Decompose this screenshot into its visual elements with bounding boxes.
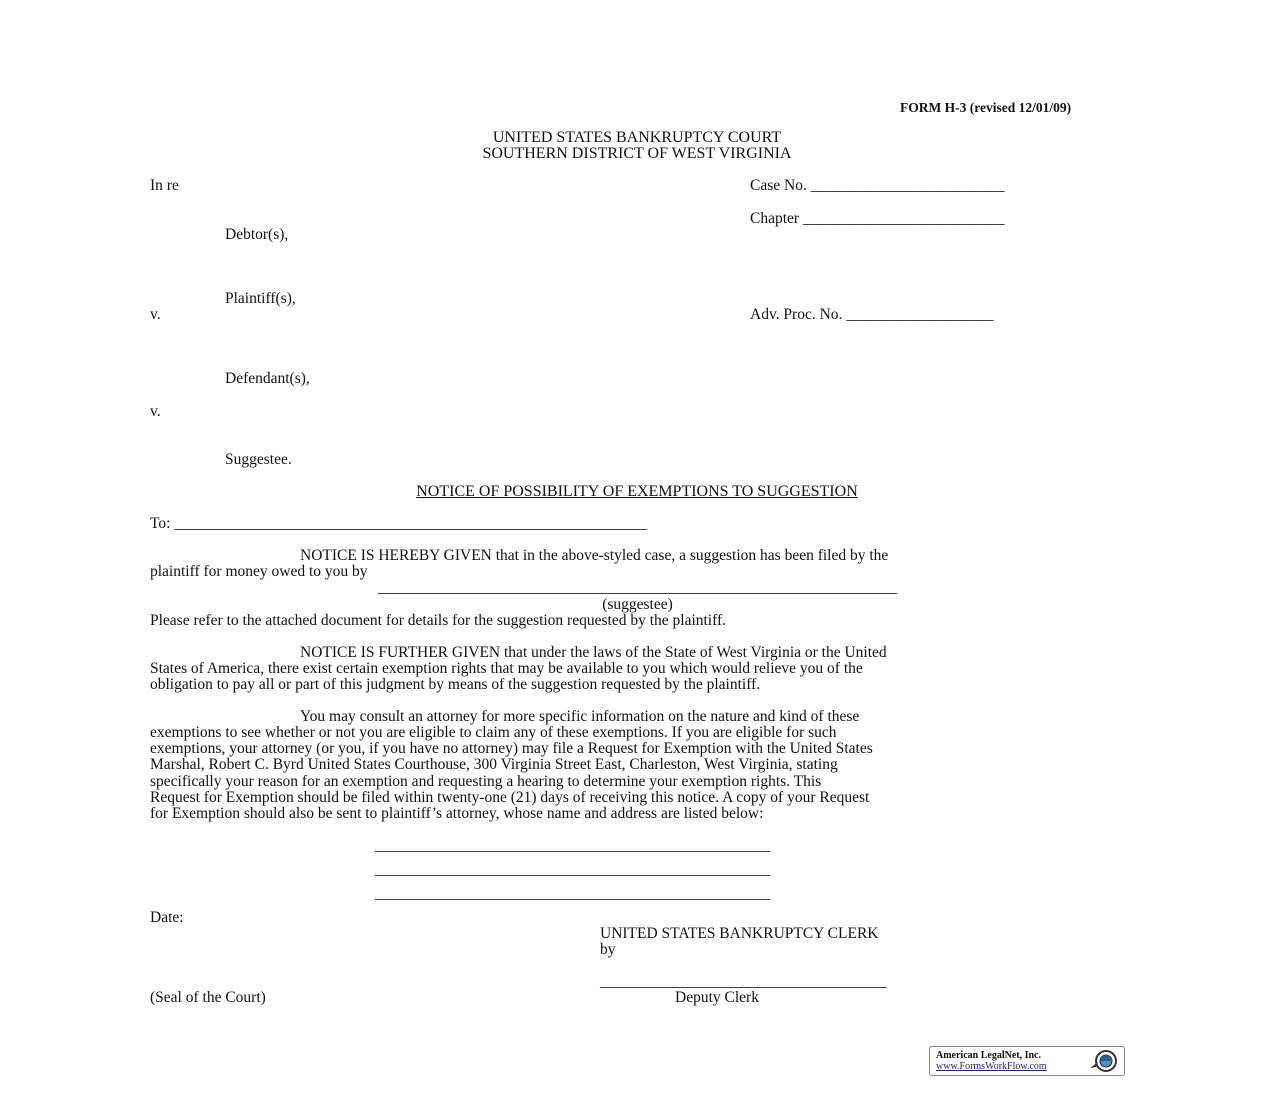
notice-p2-line: States of America, there exist certain exemption rights that may be available to you which would relieve you of the bbox=[150, 660, 863, 678]
vendor-logo[interactable] bbox=[929, 1046, 1125, 1076]
seal-label: (Seal of the Court) bbox=[150, 989, 266, 1006]
in-re-label: In re bbox=[150, 177, 179, 194]
notice-p3-line: exemptions to see whether or not you are eligible to claim any of these exemptions. If you are eligible for such bbox=[150, 724, 837, 742]
by-label: by bbox=[600, 941, 616, 958]
notice-p3-line: exemptions, your attorney (or you, if you have no attorney) may file a Request for Exemption with the United States bbox=[150, 740, 873, 758]
suggestee-blank: ___________________________________________________________________ bbox=[377, 579, 898, 596]
attorney-line: ___________________________________________________ bbox=[375, 861, 771, 878]
notice-p1-line: NOTICE IS HEREBY GIVEN that in the above-styled case, a suggestion has been filed by the bbox=[300, 547, 889, 564]
notice-p3-line: Request for Exemption should be filed within twenty-one (21) days of receiving this notice. A copy of your Request bbox=[150, 788, 870, 806]
to-field: To: _____________________________________________________________ bbox=[150, 515, 648, 532]
form-id: FORM H-3 (revised 12/01/09) bbox=[900, 100, 1072, 115]
debtors-label: Debtor(s), bbox=[225, 226, 289, 243]
notice-title: NOTICE OF POSSIBILITY OF EXEMPTIONS TO SUGGESTION bbox=[416, 483, 858, 500]
adv-proc-field: Adv. Proc. No. ___________________ bbox=[750, 306, 994, 323]
deputy-clerk-label: Deputy Clerk bbox=[675, 989, 759, 1006]
clerk-title: UNITED STATES BANKRUPTCY CLERK bbox=[600, 925, 879, 942]
refer-line: Please refer to the attached document for details for the suggestion requested by the plaintiff. bbox=[150, 612, 727, 629]
attorney-line: ___________________________________________________ bbox=[375, 837, 771, 854]
versus-label-1: v. bbox=[150, 306, 161, 323]
notice-paragraph-3 bbox=[150, 709, 1130, 822]
notice-p1-line: plaintiff for money owed to you by bbox=[150, 563, 368, 581]
date-label: Date: bbox=[150, 909, 184, 926]
notice-p2-line: NOTICE IS FURTHER GIVEN that under the laws of the State of West Virginia or the United bbox=[300, 644, 887, 661]
notice-paragraph-1 bbox=[150, 548, 1130, 580]
notice-p3-line: Marshal, Robert C. Byrd United States Courthouse, 300 Virginia Street East, Charleston, West Virginia, stating bbox=[150, 756, 838, 774]
notice-p3-line: You may consult an attorney for more specific information on the nature and kind of these bbox=[300, 708, 860, 725]
notice-p3-line: specifically your reason for an exemption and requesting a hearing to determine your exemption rights. This bbox=[150, 772, 822, 790]
signature-line: _____________________________________ bbox=[600, 973, 887, 990]
chapter-field: Chapter __________________________ bbox=[750, 210, 1005, 227]
court-district: SOUTHERN DISTRICT OF WEST VIRGINIA bbox=[482, 145, 792, 162]
attorney-line: ___________________________________________________ bbox=[375, 885, 771, 902]
suggestee-label: Suggestee. bbox=[225, 451, 292, 468]
notice-paragraph-2 bbox=[150, 645, 1130, 693]
versus-label-2: v. bbox=[150, 403, 161, 420]
case-number-field: Case No. _________________________ bbox=[750, 177, 1005, 194]
court-name: UNITED STATES BANKRUPTCY COURT bbox=[492, 129, 782, 146]
notice-p3-line: for Exemption should also be sent to plaintiff’s attorney, whose name and address are listed below: bbox=[150, 804, 764, 822]
suggestee-caption: (suggestee) bbox=[602, 596, 673, 613]
plaintiffs-label: Plaintiff(s), bbox=[225, 290, 296, 307]
defendants-label: Defendant(s), bbox=[225, 370, 310, 387]
notice-p2-line: obligation to pay all or part of this judgment by means of the suggestion requested by the plaintiff. bbox=[150, 676, 761, 694]
vendor-name: American LegalNet, Inc. bbox=[936, 1050, 1041, 1061]
globe-arrow-icon bbox=[1088, 1048, 1122, 1074]
vendor-url-link[interactable]: www.FormsWorkFlow.com bbox=[936, 1061, 1047, 1072]
